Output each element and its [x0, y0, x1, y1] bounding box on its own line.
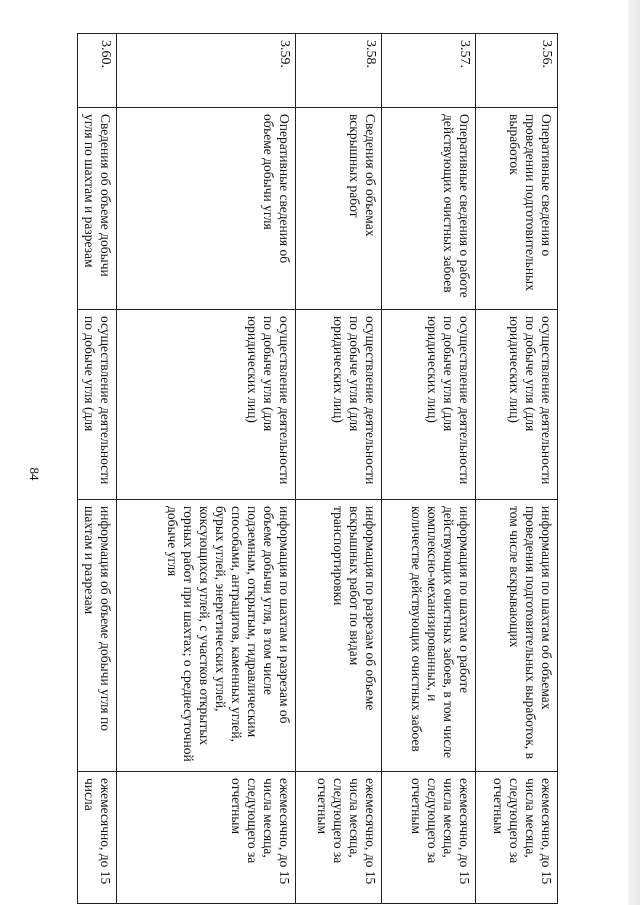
report-content: информация по шахтам и разрезам об объеме добычи угля, в том числе подземным, открытым, гидравлическим способами, антрацитов, каменных углей, бурых углей, энергетических углей, коксующихся углей, с участков открытых горных работ при шахтах; о среднесуточной добыче угля: [117, 500, 296, 772]
row-number: 3.59.: [117, 34, 296, 108]
row-number: 3.60.: [78, 34, 117, 108]
row-number: 3.56.: [476, 34, 558, 108]
reporting-subject: осуществление деятельности по добыче угля (для юридических лиц): [296, 310, 382, 500]
report-name: Оперативные сведения о проведении подготовительных выработок: [476, 108, 558, 310]
reporting-subject: осуществление деятельности по добыче угля (для: [78, 310, 117, 500]
report-period: ежемесячно, до 15 числа месяца, следующего за отчетным: [296, 772, 382, 904]
reporting-table: [77, 33, 558, 904]
report-name: Сведения об объемах вскрышных работ: [296, 108, 382, 310]
scan-edge: [628, 0, 640, 905]
reporting-table-rotated: [70, 33, 558, 903]
reporting-subject: осуществление деятельности по добыче угля (для юридических лиц): [117, 310, 296, 500]
table-row: [476, 34, 558, 904]
row-number: 3.57.: [382, 34, 476, 108]
report-name: Сведения об объеме добычи угля по шахтам и разрезам: [78, 108, 117, 310]
report-content: информация по шахтам о работе действующих очистных забоев, в том числе комплексно-механизированных, и количестве действующих очистных забоев: [382, 500, 476, 772]
table-row: [117, 34, 296, 904]
report-period: ежемесячно, до 15 числа месяца, следующего за отчетным: [117, 772, 296, 904]
reporting-subject: осуществление деятельности по добыче угля (для юридических лиц): [382, 310, 476, 500]
report-content: информация по разрезам об объеме вскрышных работ по видам транспортировки: [296, 500, 382, 772]
report-period: ежемесячно, до 15 числа месяца, следующего за отчетным: [382, 772, 476, 904]
report-content: информация об объеме добычи угля по шахтам и разрезам: [78, 500, 117, 772]
reporting-subject: осуществление деятельности по добыче угля (для юридических лиц): [476, 310, 558, 500]
report-period: ежемесячно, до 15 числа: [78, 772, 117, 904]
table-row: [382, 34, 476, 904]
table-row: [296, 34, 382, 904]
table-row: [78, 34, 117, 904]
report-content: информация по шахтам об объемах проведения подготовительных выработок, в том числе вскрывающих: [476, 500, 558, 772]
row-number: 3.58.: [296, 34, 382, 108]
report-period: ежемесячно, до 15 числа месяца, следующего за отчетным: [476, 772, 558, 904]
report-name: Оперативные сведения о работе действующих очистных забоев: [382, 108, 476, 310]
report-name: Оперативные сведения об объеме добычи угля: [117, 108, 296, 310]
page-number: 84: [27, 467, 42, 481]
